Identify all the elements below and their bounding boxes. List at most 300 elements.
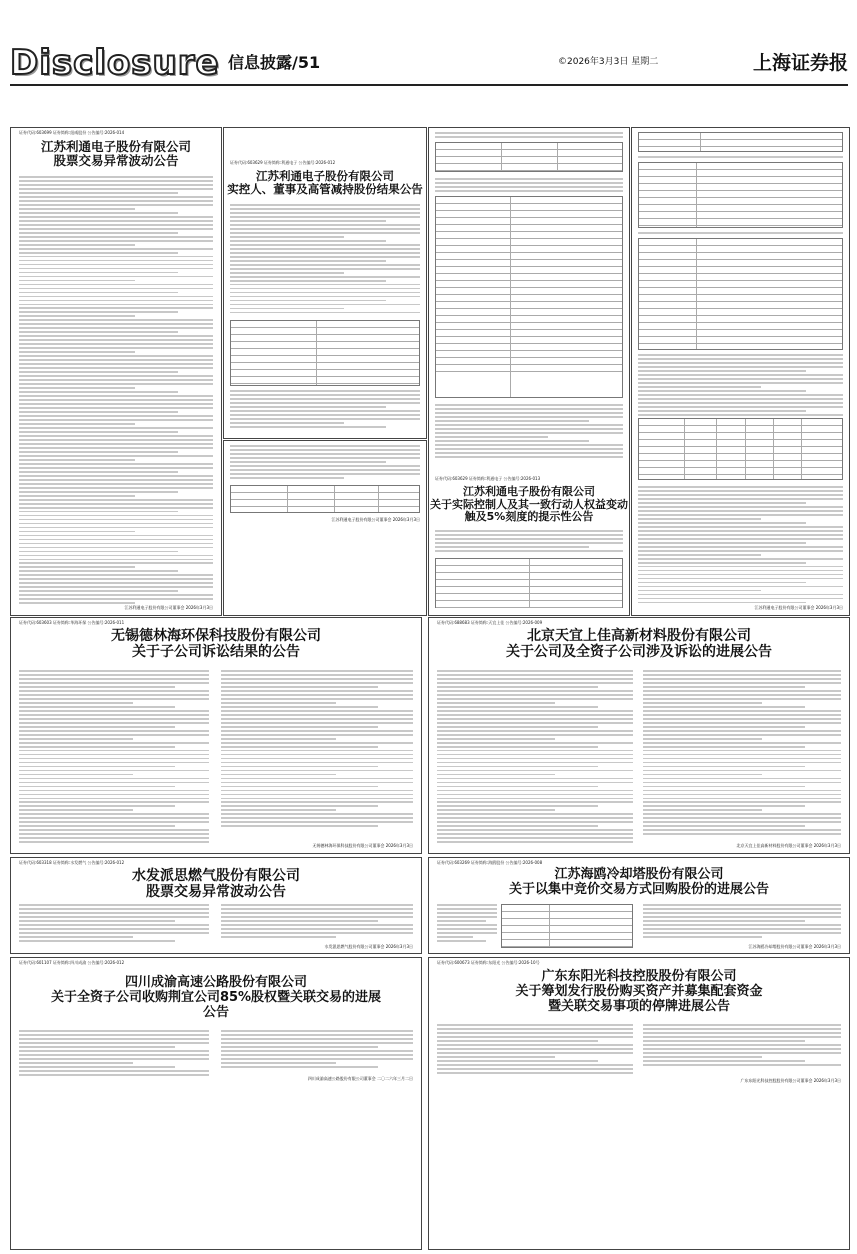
text-line bbox=[230, 410, 420, 412]
text-line bbox=[638, 390, 806, 392]
text-line bbox=[19, 515, 213, 517]
text-line bbox=[19, 180, 213, 182]
text-line bbox=[19, 924, 209, 926]
text-line bbox=[19, 782, 209, 784]
text-line bbox=[643, 698, 841, 700]
text-line bbox=[638, 598, 843, 600]
text-line bbox=[19, 459, 135, 461]
text-line bbox=[19, 519, 213, 521]
text-line bbox=[19, 674, 209, 676]
text-line bbox=[19, 754, 209, 756]
body-text bbox=[435, 404, 623, 460]
text-line bbox=[230, 276, 420, 278]
text-line bbox=[19, 256, 213, 258]
text-line bbox=[638, 410, 806, 412]
text-line bbox=[19, 343, 213, 345]
text-line bbox=[221, 690, 413, 692]
text-line bbox=[643, 754, 841, 756]
text-line bbox=[19, 539, 213, 541]
body-text bbox=[638, 232, 843, 236]
text-line bbox=[221, 734, 413, 736]
text-line bbox=[230, 473, 420, 475]
text-line bbox=[19, 928, 209, 930]
text-line bbox=[437, 718, 633, 720]
text-line bbox=[435, 182, 623, 184]
text-line bbox=[230, 418, 420, 420]
text-line bbox=[638, 566, 843, 568]
body-text bbox=[638, 156, 843, 160]
text-line bbox=[19, 590, 178, 592]
text-line bbox=[19, 507, 213, 509]
text-line bbox=[638, 530, 843, 532]
text-line bbox=[638, 382, 843, 384]
data-table bbox=[435, 142, 623, 172]
text-line bbox=[19, 339, 213, 341]
text-line bbox=[638, 538, 843, 540]
text-line bbox=[221, 718, 413, 720]
text-line bbox=[638, 414, 843, 416]
text-line bbox=[638, 590, 761, 592]
text-line bbox=[437, 746, 598, 748]
text-line bbox=[638, 514, 843, 516]
text-line bbox=[19, 1038, 209, 1040]
text-line bbox=[19, 678, 209, 680]
text-line bbox=[221, 916, 413, 918]
announcement-codes: 证券代码:603603 证券简称:华海环保 公告编号:2026-011 bbox=[19, 620, 125, 625]
text-line bbox=[643, 825, 805, 827]
text-line bbox=[221, 936, 336, 938]
text-line bbox=[19, 586, 213, 588]
text-line bbox=[437, 833, 633, 835]
text-line bbox=[19, 439, 213, 441]
text-line bbox=[230, 312, 420, 314]
text-line bbox=[437, 722, 633, 724]
text-line bbox=[230, 422, 344, 424]
text-line bbox=[230, 240, 386, 242]
announcement-codes: 证券代码:603629 证券简称:利通电子 公告编号:2026-012 bbox=[230, 160, 336, 165]
text-line bbox=[221, 904, 413, 906]
announcement-title: 四川成渝高速公路股份有限公司 关于全资子公司收购荆宜公司85%股权暨关联交易的进展 公告 bbox=[50, 975, 382, 1020]
announcement-litong-equity-continued bbox=[631, 127, 850, 616]
text-line bbox=[437, 738, 555, 740]
text-line bbox=[638, 586, 843, 588]
text-line bbox=[19, 750, 209, 752]
text-line bbox=[19, 260, 213, 262]
page-header bbox=[10, 44, 848, 82]
text-line bbox=[221, 694, 413, 696]
text-line bbox=[230, 445, 420, 447]
text-line bbox=[437, 1024, 633, 1026]
text-line bbox=[221, 750, 413, 752]
text-line bbox=[230, 248, 420, 250]
text-line bbox=[221, 1046, 378, 1048]
text-line bbox=[221, 714, 413, 716]
text-line bbox=[643, 742, 841, 744]
text-line bbox=[437, 774, 555, 776]
text-line bbox=[643, 670, 841, 672]
text-line bbox=[643, 813, 841, 815]
text-line bbox=[19, 718, 209, 720]
text-line bbox=[435, 178, 623, 180]
text-line bbox=[19, 570, 178, 572]
text-line bbox=[643, 1060, 805, 1062]
announcement-tianyi-lawsuit bbox=[428, 617, 850, 854]
text-line bbox=[437, 1048, 633, 1050]
text-line bbox=[19, 801, 209, 803]
text-line bbox=[19, 547, 213, 549]
announcement-title: 江苏海鸥冷却塔股份有限公司 关于以集中竞价交易方式回购股份的进展公告 bbox=[508, 867, 769, 897]
data-table bbox=[230, 320, 420, 386]
body-text bbox=[435, 530, 623, 554]
text-line bbox=[19, 566, 135, 568]
text-line bbox=[638, 232, 843, 234]
text-line bbox=[19, 710, 209, 712]
text-line bbox=[437, 1072, 633, 1074]
text-line bbox=[435, 436, 548, 438]
text-line bbox=[435, 440, 589, 442]
text-line bbox=[437, 916, 497, 918]
text-line bbox=[19, 236, 213, 238]
text-line bbox=[19, 399, 213, 401]
text-line bbox=[19, 555, 213, 557]
text-line bbox=[19, 359, 213, 361]
data-table bbox=[638, 162, 843, 228]
body-text bbox=[638, 486, 843, 606]
text-line bbox=[19, 268, 213, 270]
text-line bbox=[230, 236, 344, 238]
text-line bbox=[19, 837, 209, 839]
text-line bbox=[643, 770, 841, 772]
text-line bbox=[19, 578, 213, 580]
text-line bbox=[638, 358, 843, 360]
text-line bbox=[19, 276, 213, 278]
announcement-title: 广东东阳光科技控股股份有限公司 关于筹划发行股份购买资产并募集配套资金 暨关联交易事项的停牌进展公告 bbox=[515, 969, 763, 1014]
text-line bbox=[643, 758, 841, 760]
text-line bbox=[435, 444, 623, 446]
text-line bbox=[638, 366, 843, 368]
text-line bbox=[435, 456, 623, 458]
text-line bbox=[230, 284, 420, 286]
body-text bbox=[638, 354, 843, 418]
text-line bbox=[19, 686, 175, 688]
body-text-col-2 bbox=[221, 670, 413, 829]
text-line bbox=[638, 486, 843, 488]
text-line bbox=[221, 758, 413, 760]
text-line bbox=[19, 702, 133, 704]
text-line bbox=[437, 730, 633, 732]
text-line bbox=[437, 821, 633, 823]
announcement-dongyangguang-suspension bbox=[428, 957, 850, 1250]
text-line bbox=[437, 754, 633, 756]
text-line bbox=[643, 928, 841, 930]
announcement-title: 江苏利通电子股份有限公司 实控人、董事及高管减持股份结果公告 bbox=[227, 169, 423, 197]
text-line bbox=[221, 809, 336, 811]
announcement-title: 江苏利通电子股份有限公司 股票交易异常波动公告 bbox=[40, 139, 191, 169]
text-line bbox=[643, 821, 841, 823]
text-line bbox=[19, 220, 213, 222]
text-line bbox=[230, 457, 420, 459]
text-line bbox=[19, 574, 213, 576]
text-line bbox=[437, 770, 633, 772]
text-line bbox=[19, 706, 175, 708]
text-line bbox=[643, 734, 841, 736]
text-line bbox=[230, 220, 386, 222]
text-line bbox=[221, 774, 336, 776]
text-line bbox=[221, 1058, 413, 1060]
text-line bbox=[221, 1054, 413, 1056]
announcement-litong-reduction bbox=[223, 127, 427, 439]
body-text-col-1 bbox=[437, 1024, 633, 1076]
text-line bbox=[19, 790, 209, 792]
text-line bbox=[437, 778, 633, 780]
body-text bbox=[435, 178, 623, 194]
text-line bbox=[643, 738, 762, 740]
text-line bbox=[19, 431, 178, 433]
issue-date: ©2026年3月3日 星期二 bbox=[558, 57, 659, 67]
text-line bbox=[221, 1038, 413, 1040]
text-line bbox=[19, 296, 213, 298]
text-line bbox=[638, 386, 761, 388]
text-line bbox=[221, 794, 413, 796]
text-line bbox=[437, 829, 633, 831]
text-line bbox=[19, 499, 213, 501]
body-text bbox=[230, 445, 420, 481]
text-line bbox=[19, 495, 135, 497]
text-line bbox=[19, 367, 213, 369]
text-line bbox=[643, 920, 805, 922]
text-line bbox=[19, 487, 213, 489]
text-line bbox=[19, 1058, 209, 1060]
text-line bbox=[230, 224, 420, 226]
text-line bbox=[437, 841, 633, 843]
announcement-signature: 广东东阳光科技控股股份有限公司董事会 2026年3月3日 bbox=[740, 1078, 841, 1083]
text-line bbox=[19, 758, 209, 760]
text-line bbox=[643, 809, 762, 811]
text-line bbox=[19, 908, 209, 910]
text-line bbox=[19, 904, 209, 906]
text-line bbox=[19, 1034, 209, 1036]
text-line bbox=[230, 414, 420, 416]
text-line bbox=[221, 924, 413, 926]
text-line bbox=[19, 1062, 133, 1064]
text-line bbox=[19, 491, 178, 493]
text-line bbox=[221, 1030, 413, 1032]
text-line bbox=[638, 502, 806, 504]
announcement-codes: 证券代码:603629 证券简称:利通电子 公告编号:2026-013 bbox=[435, 476, 541, 481]
text-line bbox=[221, 1034, 413, 1036]
text-line bbox=[437, 1032, 633, 1034]
text-line bbox=[437, 706, 598, 708]
text-line bbox=[19, 523, 213, 525]
text-line bbox=[643, 798, 841, 800]
text-line bbox=[19, 798, 209, 800]
text-line bbox=[230, 390, 420, 392]
text-line bbox=[435, 416, 623, 418]
body-text-col-2 bbox=[221, 1030, 413, 1070]
text-line bbox=[19, 327, 213, 329]
text-line bbox=[437, 924, 497, 926]
text-line bbox=[19, 698, 209, 700]
announcement-title: 江苏利通电子股份有限公司 关于实际控制人及其一致行动人权益变动 触及5%刻度的提示性公告 bbox=[430, 485, 628, 524]
text-line bbox=[221, 778, 413, 780]
body-text-col-1 bbox=[19, 670, 209, 845]
text-line bbox=[643, 690, 841, 692]
text-line bbox=[230, 268, 420, 270]
text-line bbox=[638, 522, 806, 524]
text-line bbox=[638, 594, 843, 596]
data-table bbox=[638, 132, 843, 152]
text-line bbox=[19, 1074, 209, 1076]
text-line bbox=[638, 506, 843, 508]
text-line bbox=[19, 742, 209, 744]
text-line bbox=[435, 412, 623, 414]
text-line bbox=[221, 825, 378, 827]
text-line bbox=[437, 678, 633, 680]
text-line bbox=[437, 786, 598, 788]
text-line bbox=[638, 490, 843, 492]
text-line bbox=[643, 702, 762, 704]
text-line bbox=[230, 402, 420, 404]
announcement-codes: 证券代码:601107 证券简称:四川成渝 公告编号:2026-012 bbox=[19, 960, 125, 965]
text-line bbox=[19, 483, 213, 485]
text-line bbox=[643, 774, 762, 776]
text-line bbox=[643, 1024, 841, 1026]
body-text-col-2 bbox=[221, 904, 413, 940]
text-line bbox=[230, 477, 344, 479]
text-line bbox=[437, 904, 497, 906]
text-line bbox=[221, 754, 413, 756]
text-line bbox=[638, 550, 843, 552]
text-line bbox=[221, 726, 378, 728]
announcement-title: 无锡德林海环保科技股份有限公司 关于子公司诉讼结果的公告 bbox=[111, 628, 321, 661]
text-line bbox=[221, 817, 413, 819]
text-line bbox=[19, 248, 213, 250]
text-line bbox=[19, 304, 213, 306]
text-line bbox=[643, 730, 841, 732]
text-line bbox=[638, 570, 843, 572]
text-line bbox=[437, 682, 633, 684]
text-line bbox=[638, 362, 843, 364]
text-line bbox=[221, 686, 378, 688]
text-line bbox=[230, 272, 344, 274]
text-line bbox=[221, 782, 413, 784]
text-line bbox=[643, 766, 805, 768]
announcement-delinhai-lawsuit bbox=[10, 617, 422, 854]
text-line bbox=[230, 212, 420, 214]
text-line bbox=[19, 503, 213, 505]
text-line bbox=[638, 582, 806, 584]
text-line bbox=[643, 714, 841, 716]
text-line bbox=[437, 805, 598, 807]
text-line bbox=[19, 331, 178, 333]
text-line bbox=[19, 582, 213, 584]
text-line bbox=[19, 543, 213, 545]
text-line bbox=[643, 750, 841, 752]
body-text-col-2 bbox=[643, 670, 841, 837]
announcement-shuifa-volatility bbox=[10, 857, 422, 954]
text-line bbox=[437, 710, 633, 712]
text-line bbox=[230, 469, 420, 471]
text-line bbox=[221, 805, 378, 807]
text-line bbox=[221, 702, 336, 704]
text-line bbox=[19, 272, 178, 274]
text-line bbox=[19, 443, 213, 445]
text-line bbox=[19, 200, 213, 202]
body-text bbox=[19, 176, 213, 606]
text-line bbox=[19, 722, 209, 724]
text-line bbox=[230, 406, 386, 408]
text-line bbox=[643, 817, 841, 819]
text-line bbox=[437, 698, 633, 700]
text-line bbox=[221, 674, 413, 676]
text-line bbox=[437, 1068, 633, 1070]
text-line bbox=[437, 742, 633, 744]
text-line bbox=[643, 722, 841, 724]
announcement-signature: 江苏利通电子股份有限公司董事会 2026年3月3日 bbox=[124, 605, 213, 610]
text-line bbox=[230, 398, 420, 400]
text-line bbox=[19, 535, 213, 537]
text-line bbox=[19, 224, 213, 226]
text-line bbox=[230, 204, 420, 206]
text-line bbox=[437, 794, 633, 796]
text-line bbox=[19, 363, 213, 365]
text-line bbox=[221, 670, 413, 672]
text-line bbox=[437, 726, 598, 728]
text-line bbox=[643, 924, 841, 926]
text-line bbox=[230, 453, 420, 455]
text-line bbox=[221, 770, 413, 772]
data-table bbox=[501, 904, 633, 948]
data-table bbox=[435, 558, 623, 608]
text-line bbox=[221, 762, 413, 764]
text-line bbox=[643, 932, 841, 934]
text-line bbox=[643, 746, 805, 748]
text-line bbox=[19, 920, 175, 922]
text-line bbox=[435, 136, 623, 138]
text-line bbox=[19, 821, 209, 823]
text-line bbox=[435, 534, 623, 536]
text-line bbox=[19, 391, 178, 393]
text-line bbox=[19, 559, 213, 561]
text-line bbox=[643, 782, 841, 784]
text-line bbox=[638, 156, 843, 158]
data-table bbox=[638, 238, 843, 350]
text-line bbox=[19, 204, 213, 206]
text-line bbox=[437, 920, 486, 922]
text-line bbox=[638, 510, 843, 512]
text-line bbox=[221, 821, 413, 823]
body-text-col-1 bbox=[19, 1030, 209, 1078]
text-line bbox=[19, 323, 213, 325]
text-line bbox=[435, 546, 589, 548]
text-line bbox=[19, 670, 209, 672]
text-line bbox=[638, 378, 843, 380]
text-line bbox=[230, 228, 420, 230]
announcement-litong-volatility bbox=[10, 127, 222, 616]
text-line bbox=[638, 494, 843, 496]
text-line bbox=[19, 212, 178, 214]
text-line bbox=[643, 904, 841, 906]
masthead: Disclosure bbox=[10, 43, 220, 83]
text-line bbox=[230, 280, 386, 282]
text-line bbox=[638, 542, 806, 544]
text-line bbox=[437, 801, 633, 803]
text-line bbox=[19, 395, 213, 397]
announcement-signature: 北京天宜上佳高新材料股份有限公司董事会 2026年3月3日 bbox=[736, 843, 841, 848]
data-table bbox=[435, 196, 623, 398]
text-line bbox=[19, 825, 175, 827]
text-line bbox=[19, 746, 175, 748]
